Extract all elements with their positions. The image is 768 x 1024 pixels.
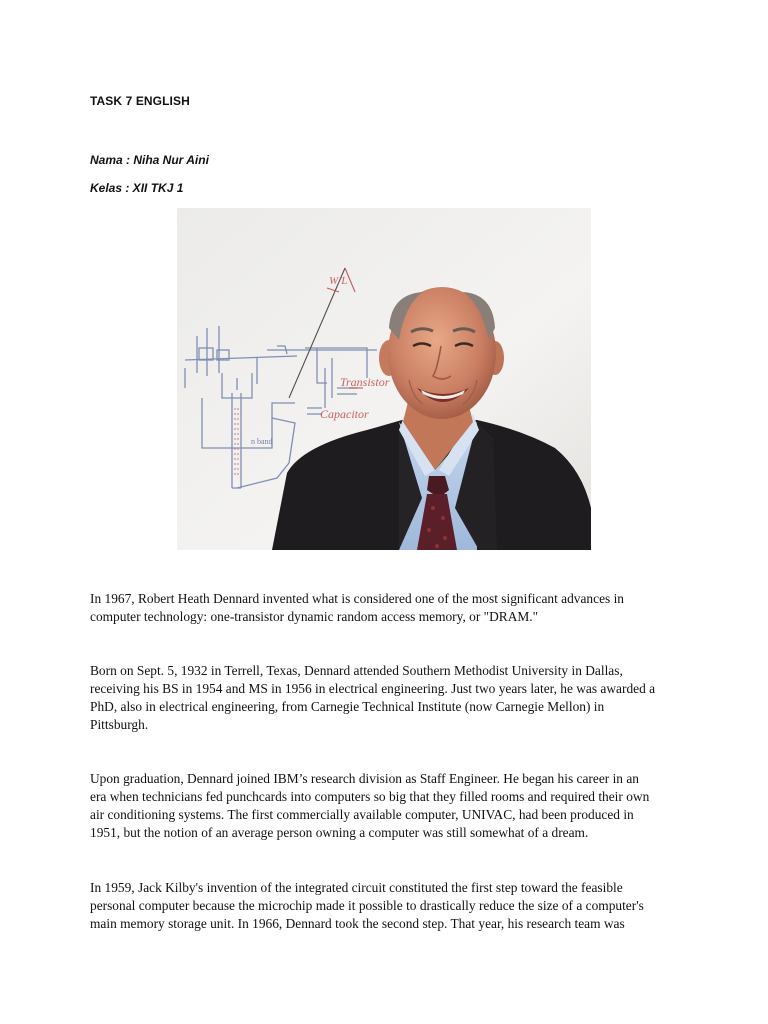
dennard-photo [177, 208, 591, 550]
student-class: Kelas : XII TKJ 1 [90, 181, 184, 195]
student-name: Nama : Niha Nur Aini [90, 153, 209, 167]
paragraph-line: 1951, but the notion of an average person owning a computer was still somewhat of a dream. [90, 825, 589, 840]
paragraph-line: Pittsburgh. [90, 717, 149, 732]
paragraph-line: computer technology: one-transistor dynamic random access memory, or "DRAM." [90, 609, 539, 624]
paragraph-line: Born on Sept. 5, 1932 in Terrell, Texas, Dennard attended Southern Methodist University in Dallas, [90, 663, 623, 678]
paragraph-line: era when technicians fed punchcards into computers so big that they filled rooms and required their own [90, 789, 650, 804]
paragraph-3 [90, 770, 690, 842]
paragraph-line: In 1967, Robert Heath Dennard invented what is considered one of the most significant advances in [90, 591, 624, 606]
paragraph-line: main memory storage unit. In 1966, Dennard took the second step. That year, his research team was [90, 916, 625, 931]
paragraph-1 [90, 590, 690, 626]
paragraph-line: PhD, also in electrical engineering, from Carnegie Technical Institute (now Carnegie Mellon) in [90, 699, 605, 714]
label-transistor: Transistor [340, 375, 390, 389]
label-capacitor: Capacitor [320, 407, 369, 421]
label-wl: W/L [329, 275, 348, 287]
document-title: TASK 7 ENGLISH [90, 94, 190, 108]
paragraph-line: air conditioning systems. The first commercially available computer, UNIVAC, had been produced in [90, 807, 634, 822]
label-n-band: n band [251, 437, 273, 446]
paragraph-line: receiving his BS in 1954 and MS in 1956 in electrical engineering. Just two years later, he was awarded a [90, 681, 656, 696]
paragraph-line: Upon graduation, Dennard joined IBM’s research division as Staff Engineer. He began his career in an [90, 771, 639, 786]
paragraph-2 [90, 662, 690, 734]
paragraph-4 [90, 879, 690, 933]
paragraph-line: In 1959, Jack Kilby's invention of the integrated circuit constituted the first step toward the feasible [90, 880, 623, 895]
paragraph-line: personal computer because the microchip made it possible to drastically reduce the size of a computer's [90, 898, 644, 913]
